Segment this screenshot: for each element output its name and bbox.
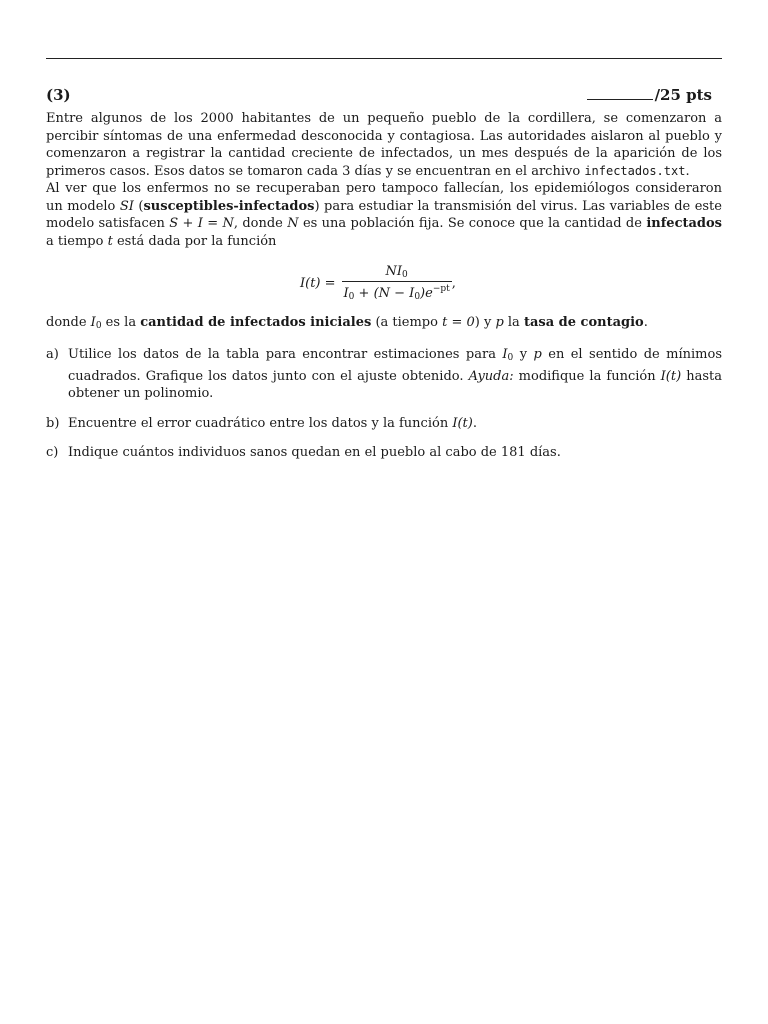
points-label: /25 pts [654,86,712,104]
numerator-sub: 0 [402,270,408,280]
qa-t3: en el sentido de mínimos cuadrados. Grafique los datos junto con el ajuste obtenido. [68,347,723,384]
formula-fraction [342,264,452,302]
question-c-label: c) [46,445,59,460]
qa-t2: y [513,347,534,362]
intro-text: Entre algunos de los 2000 habitantes de un pequeño pueblo de la cordillera, se comenzaron a percibir síntomas de una enfermedad desconocida y contagiosa. Las autoridades aislaron al pueblo y comenzaron a registrar la cantidad creciente de infectados, un mes después de la aparición de los primeros casos. Esos datos se tomaron cada 3 días y se encuentran en el archivo [46,111,722,179]
den-c: )e [420,286,433,301]
qa-t1: Utilice los datos de la tabla para encontrar estimaciones para [68,347,503,362]
model-text-a: Al ver que los enfermos no se recuperaban pero tampoco fallecían, los epidemiólogos consideraron un modelo [46,181,722,214]
question-b-label: b) [46,415,60,431]
question-list [46,346,722,474]
equation-sin: S + I = N [169,216,234,231]
den-exponent: −pt [432,284,450,294]
t-zero: t = 0 [442,315,475,330]
formula-lhs: I(t) = [300,275,336,291]
qa-ayuda: Ayuda: [468,368,514,384]
model-text-g: está dada por la función [112,233,277,249]
model-si: SI [119,198,134,214]
definitions-line [46,314,722,336]
top-rule [46,58,722,59]
donde-i: I [90,315,96,330]
qb-t1: Encuentre el error cuadrático entre los datos y la función [68,415,453,431]
infectados-bold: infectados [646,216,722,231]
model-text-b: ( [133,198,144,214]
question-a-label: a) [46,347,59,362]
problem-header [46,86,712,108]
problem-statement [46,110,722,250]
question-a [46,346,722,403]
model-text-d: , donde [233,216,288,231]
model-text-c: ) para estudiar la transmisión del virus. Las variables de este modelo satisfacen [46,198,722,231]
intro-paragraph-2 [46,180,722,250]
qb-t2: . [472,415,477,431]
formula-comma: , [451,275,456,291]
qa-t4: modifique la función [513,368,661,384]
question-b [46,415,722,433]
intro-paragraph-1 [46,110,722,180]
qb-it: I(t) [452,415,473,431]
problem-number: (3) [46,86,71,104]
den-b: + (N − I [354,286,415,301]
donde-e: la [503,315,524,330]
var-t: t [107,233,113,249]
infection-formula [300,264,456,302]
qa-t5: hasta obtener un polinomio. [68,368,722,401]
model-text-f: a tiempo [46,233,108,249]
formula-denominator [342,281,452,302]
donde-a: donde [46,315,91,330]
file-name: infectados.txt [584,163,686,178]
den-a: I [343,286,349,301]
score-blank [587,87,653,100]
donde-b: es la [101,315,141,330]
var-n: N [287,216,299,231]
question-c [46,444,722,462]
den-a-sub: 0 [348,292,355,302]
den-b-sub: 0 [414,292,421,302]
donde-f: . [643,315,648,330]
qa-p: p [533,347,542,362]
initial-infected-bold: cantidad de infectados iniciales [140,315,372,330]
donde-c: (a tiempo [371,315,443,330]
donde-d: ) y [474,315,496,330]
donde-i-sub: 0 [95,321,102,331]
donde-p: p [495,315,504,330]
qc-t1: Indique cuántos individuos sanos quedan en el pueblo al cabo de 181 días. [68,445,561,460]
qa-i: I [502,347,508,362]
intro-text-end: . [685,163,690,179]
qa-i-sub: 0 [507,353,514,363]
numerator-text: NI [385,264,403,279]
model-name: susceptibles-infectados [143,198,315,214]
points-field [587,86,712,104]
contagion-rate-bold: tasa de contagio [523,315,644,330]
qa-it: I(t) [660,368,682,384]
model-text-e: es una población fija. Se conoce que la cantidad de [298,216,647,231]
formula-numerator [382,264,412,281]
